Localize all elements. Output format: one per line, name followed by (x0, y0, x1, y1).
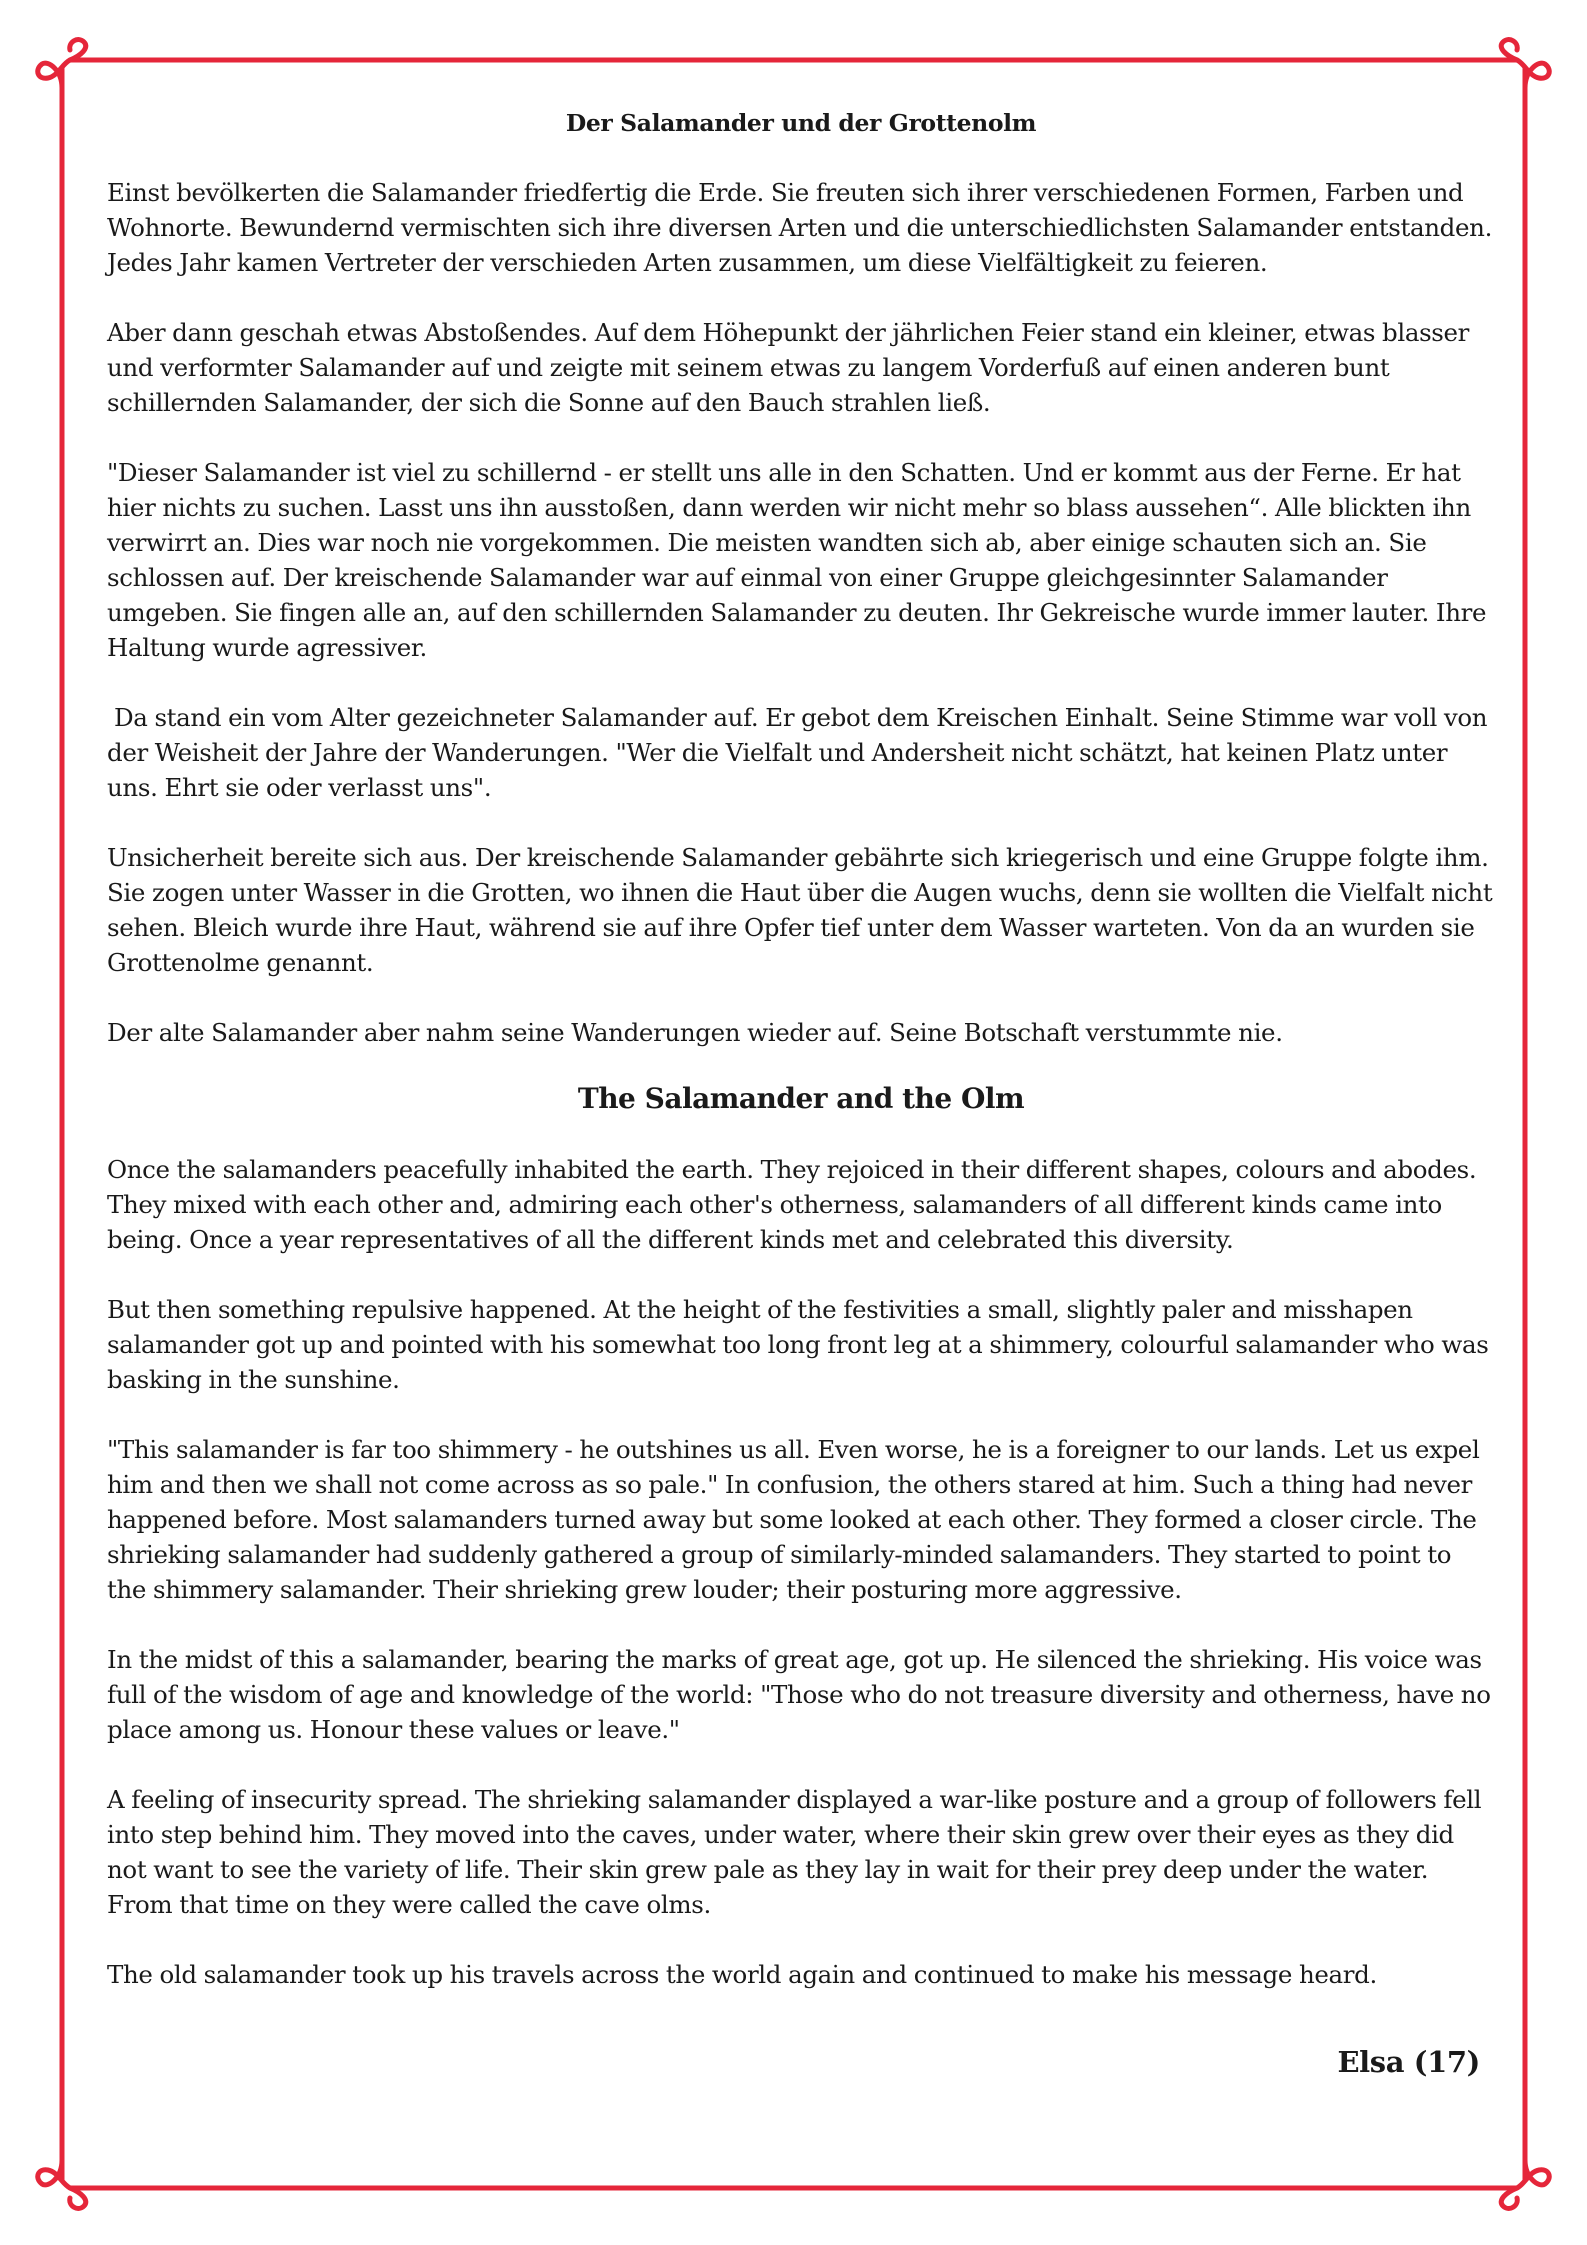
english-title: The Salamander and the Olm (577, 1082, 1025, 1115)
german-paragraph: Unsicherheit bereite sich aus. Der kreischende Salamander gebährte sich kriegerisch und eine Gruppe folgte ihm. Sie zogen unter Wasser in die Grotten, wo ihnen die Haut über die Augen wuchs, denn sie wollten die Vielfalt nicht sehen. Bleich wurde ihre Haut, während sie auf ihre Opfer tief unter dem Wasser warteten. Von da an wurden sie Grottenolme genannt. (107, 843, 1500, 977)
corner-flourish-top-left (38, 40, 86, 88)
english-paragraph: Once the salamanders peacefully inhabited the earth. They rejoiced in their different shapes, colours and abodes. They mixed with each other and, admiring each other's otherness, salamanders of all different kinds came into being. Once a year representatives of all the different kinds met and celebrated this diversity. (107, 1155, 1484, 1254)
english-paragraph: "This salamander is far too shimmery - he outshines us all. Even worse, he is a foreigner to our lands. Let us expel him and then we shall not come across as so pale." In confusion, the others stared at him. Such a thing had never happened before. Most salamanders turned away but some looked at each other. They formed a closer circle. The shrieking salamander had suddenly gathered a group of similarly-minded salamanders. They started to point to the shimmery salamander. Their shrieking grew louder; their posturing more aggressive. (107, 1435, 1487, 1604)
english-paragraph: The old salamander took up his travels across the world again and continued to make his message heard. (107, 1960, 1377, 1989)
german-title: Der Salamander und der Grottenolm (565, 109, 1037, 137)
english-paragraph: In the midst of this a salamander, bearing the marks of great age, got up. He silenced the shrieking. His voice was full of the wisdom of age and knowledge of the world: "Those who do not treasure diversity and otherness, have no place among us. Honour these values or leave." (107, 1645, 1498, 1744)
german-paragraph: "Dieser Salamander ist viel zu schillernd - er stellt uns alle in den Schatten. Und er kommt aus der Ferne. Er hat hier nichts zu suchen. Lasst uns ihn ausstoßen, dann werden wir nicht mehr so blass aussehen“. Alle blickten ihn verwirrt an. Dies war noch nie vorgekommen. Die meisten wandten sich ab, aber einige schauten sich an. Sie schlossen auf. Der kreischende Salamander war auf einmal von einer Gruppe gleichgesinnter Salamander umgeben. Sie fingen alle an, auf den schillernden Salamander zu deuten. Ihr Gekreische wurde immer lauter. Ihre Haltung wurde agressiver. (107, 458, 1494, 662)
german-paragraph: Da stand ein vom Alter gezeichneter Salamander auf. Er gebot dem Kreischen Einhalt. Seine Stimme war voll von der Weisheit der Jahre der Wanderungen. "Wer die Vielfalt und Andersheit nicht schätzt, hat keinen Platz unter uns. Ehrt sie oder verlasst uns". (107, 703, 1495, 802)
corner-flourish-bottom-right (1501, 2160, 1549, 2208)
english-paragraph: But then something repulsive happened. At the height of the festivities a small, slightly paler and misshapen salamander got up and pointed with his somewhat too long front leg at a shimmery, colourful salamander who was basking in the sunshine. (107, 1295, 1496, 1394)
corner-flourish-bottom-left (38, 2160, 86, 2208)
german-paragraph: Einst bevölkerten die Salamander friedfertig die Erde. Sie freuten sich ihrer verschiedenen Formen, Farben und Wohnorte. Bewundernd vermischten sich ihre diversen Arten und die unterschiedlichsten Salamander entstanden. Jedes Jahr kamen Vertreter der verschieden Arten zusammen, um diese Vielfältigkeit zu feieren. (107, 178, 1499, 277)
english-paragraph: A feeling of insecurity spread. The shrieking salamander displayed a war-like posture and a group of followers fell into step behind him. They moved into the caves, under water, where their skin grew over their eyes as they did not want to see the variety of life. Their skin grew pale as they lay in wait for their prey deep under the water. From that time on they were called the cave olms. (107, 1785, 1489, 1919)
german-paragraph: Aber dann geschah etwas Abstoßendes. Auf dem Höhepunkt der jährlichen Feier stand ein kleiner, etwas blasser und verformter Salamander auf und zeigte mit seinem etwas zu langem Vorderfuß auf einen anderen bunt schillernden Salamander, der sich die Sonne auf den Bauch strahlen ließ. (107, 318, 1476, 417)
corner-flourish-top-right (1501, 40, 1549, 88)
document-body (107, 106, 1500, 2027)
german-paragraph: Der alte Salamander aber nahm seine Wanderungen wieder auf. Seine Botschaft verstummte nie. (107, 1018, 1283, 1047)
author-signature: Elsa (17) (1337, 2045, 1480, 2079)
